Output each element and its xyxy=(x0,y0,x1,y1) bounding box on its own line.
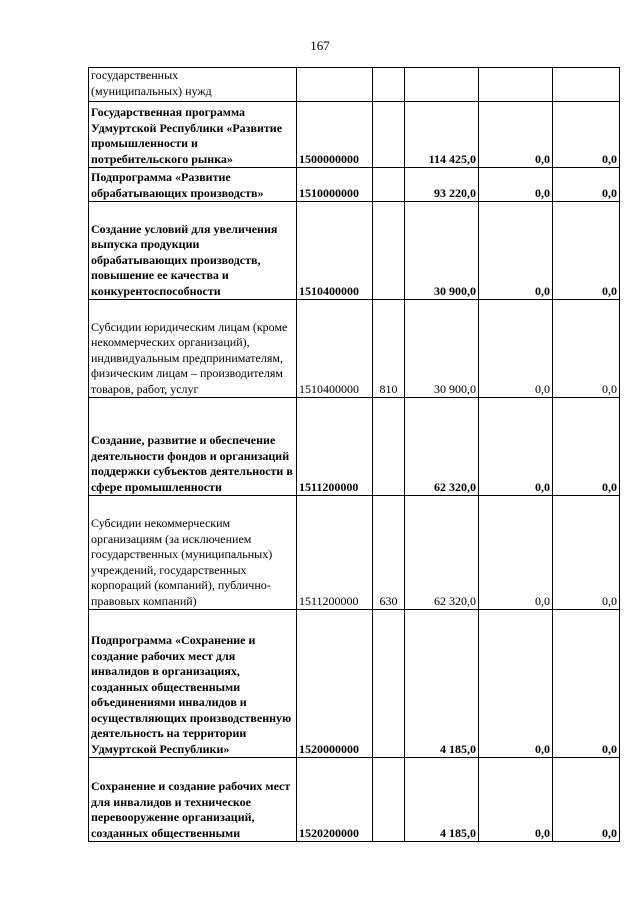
row-value-2-cell: 0,0 xyxy=(479,102,553,168)
table-row xyxy=(89,102,620,168)
row-code-cell: 1510400000 xyxy=(297,202,373,300)
row-value-2-cell xyxy=(479,68,553,102)
table-row xyxy=(89,496,620,610)
row-expense-type-cell xyxy=(373,202,405,300)
row-value-2-cell: 0,0 xyxy=(479,610,553,758)
row-name-cell: Создание условий для увеличения выпуска продукции обрабатывающих производств, повышение ее качества и конкурентоспособности xyxy=(89,202,297,300)
table-row xyxy=(89,758,620,842)
row-value-3-cell: 0,0 xyxy=(553,758,620,842)
row-value-1-cell: 4 185,0 xyxy=(405,758,479,842)
row-code-cell: 1510400000 xyxy=(297,300,373,398)
table-row xyxy=(89,610,620,758)
row-value-1-cell: 30 900,0 xyxy=(405,300,479,398)
row-code-cell xyxy=(297,68,373,102)
row-expense-type-cell xyxy=(373,758,405,842)
row-name-cell: государственных (муниципальных) нужд xyxy=(89,68,297,102)
row-expense-type-cell xyxy=(373,68,405,102)
table-row xyxy=(89,168,620,202)
row-value-2-cell: 0,0 xyxy=(479,496,553,610)
row-value-1-cell: 114 425,0 xyxy=(405,102,479,168)
row-code-cell: 1511200000 xyxy=(297,496,373,610)
row-code-cell: 1511200000 xyxy=(297,398,373,496)
row-value-2-cell: 0,0 xyxy=(479,168,553,202)
row-name-cell: Сохранение и создание рабочих мест для инвалидов и техническое перевооружение организаций, созданных общественными xyxy=(89,758,297,842)
row-value-1-cell xyxy=(405,68,479,102)
row-name-cell: Субсидии юридическим лицам (кроме некоммерческих организаций), индивидуальным предпринимателям, физическим лицам – производителям товаров, работ, услуг xyxy=(89,300,297,398)
page-number: 167 xyxy=(310,38,330,53)
row-code-cell: 1510000000 xyxy=(297,168,373,202)
row-name-cell: Создание, развитие и обеспечение деятельности фондов и организаций поддержки субъектов деятельности в сфере промышленности xyxy=(89,398,297,496)
row-name-cell: Государственная программа Удмуртской Республики «Развитие промышленности и потребительского рынка» xyxy=(89,102,297,168)
row-value-3-cell: 0,0 xyxy=(553,168,620,202)
row-value-3-cell: 0,0 xyxy=(553,398,620,496)
table-row xyxy=(89,398,620,496)
row-value-2-cell: 0,0 xyxy=(479,300,553,398)
row-name-cell: Подпрограмма «Сохранение и создание рабочих мест для инвалидов в организациях, созданных общественными объединениями инвалидов и осуществляющих производственную деятельность на территории Удмуртской Республики» xyxy=(89,610,297,758)
budget-table xyxy=(88,67,620,842)
row-value-3-cell xyxy=(553,68,620,102)
row-value-3-cell: 0,0 xyxy=(553,610,620,758)
row-value-3-cell: 0,0 xyxy=(553,300,620,398)
row-value-3-cell: 0,0 xyxy=(553,202,620,300)
row-code-cell: 1520000000 xyxy=(297,610,373,758)
budget-table-body xyxy=(89,68,620,842)
row-expense-type-cell xyxy=(373,610,405,758)
row-expense-type-cell xyxy=(373,398,405,496)
row-value-2-cell: 0,0 xyxy=(479,398,553,496)
row-value-3-cell: 0,0 xyxy=(553,102,620,168)
row-value-1-cell: 30 900,0 xyxy=(405,202,479,300)
row-value-1-cell: 93 220,0 xyxy=(405,168,479,202)
table-row xyxy=(89,68,620,102)
row-name-cell: Субсидии некоммерческим организациям (за исключением государственных (муниципальных) учреждений, государственных корпораций (компаний), публично-правовых компаний) xyxy=(89,496,297,610)
row-value-2-cell: 0,0 xyxy=(479,202,553,300)
row-value-3-cell: 0,0 xyxy=(553,496,620,610)
row-code-cell: 1520200000 xyxy=(297,758,373,842)
row-code-cell: 1500000000 xyxy=(297,102,373,168)
row-expense-type-cell xyxy=(373,102,405,168)
row-expense-type-cell xyxy=(373,168,405,202)
table-row xyxy=(89,300,620,398)
row-expense-type-cell: 630 xyxy=(373,496,405,610)
row-value-1-cell: 62 320,0 xyxy=(405,398,479,496)
table-row xyxy=(89,202,620,300)
row-value-1-cell: 4 185,0 xyxy=(405,610,479,758)
row-value-2-cell: 0,0 xyxy=(479,758,553,842)
row-name-cell: Подпрограмма «Развитие обрабатывающих производств» xyxy=(89,168,297,202)
row-expense-type-cell: 810 xyxy=(373,300,405,398)
row-value-1-cell: 62 320,0 xyxy=(405,496,479,610)
